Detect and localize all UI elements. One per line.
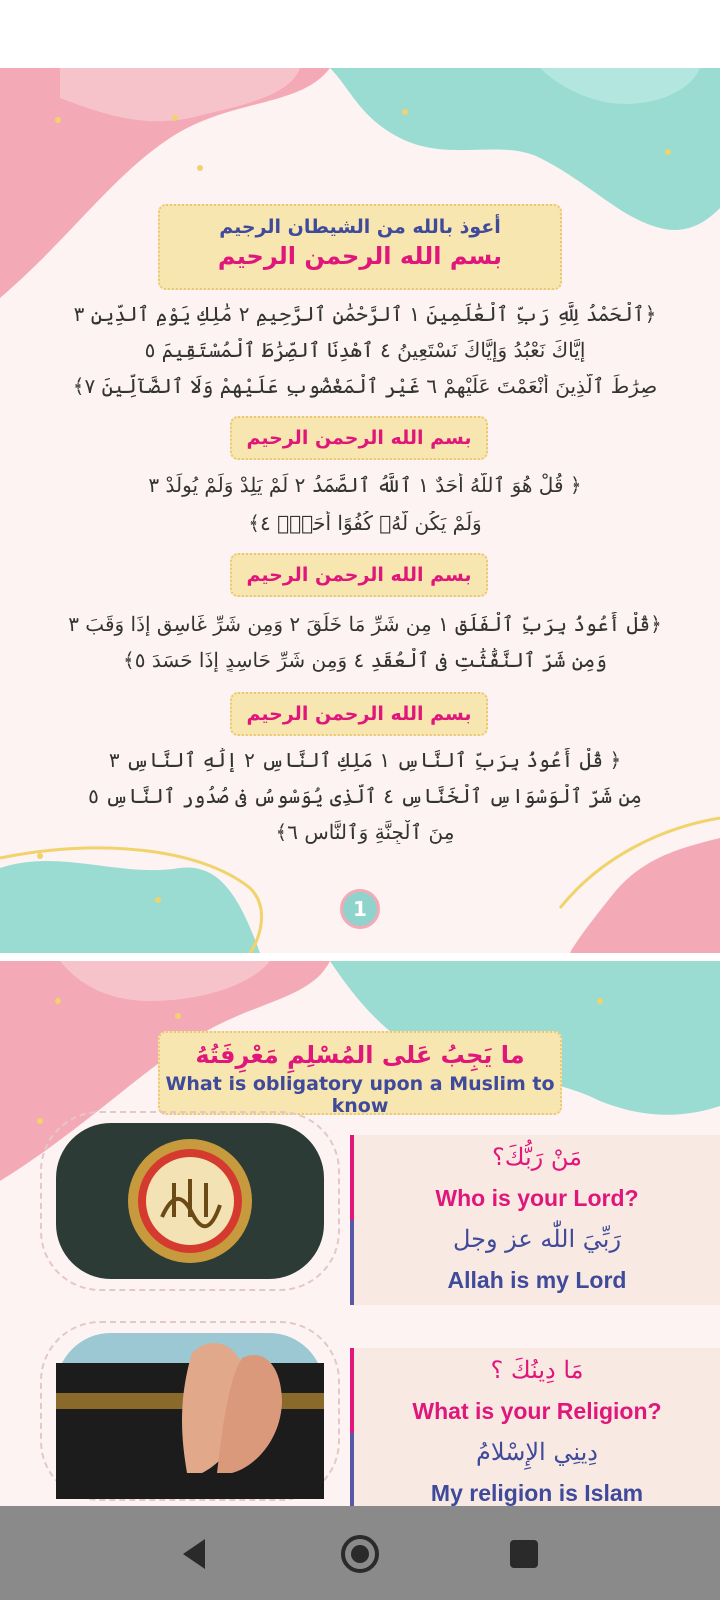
nas-line-2: مِن شَرِّ ٱلْوَسْوَاسِ ٱلْخَنَّاسِ ٤ ٱلَّذِى يُوَسْوِسُ فِى صُدُورِ ٱلنَّاسِ ٥ [88,784,642,808]
qa-card-religion [350,1348,720,1506]
answer-lord-en: Allah is my Lord [447,1267,627,1293]
isti-adha-text: أعوذ بالله من الشيطان الرجيم [219,216,501,238]
recents-button[interactable] [502,1532,546,1576]
praying-hands-icon [42,1323,338,1499]
header-banner [158,204,562,290]
nas-line-1: ﴿ قُلْ أَعُوذُ بِرَبِّ ٱلنَّاسِ ١ مَلِكِ ٱلنَّاسِ ٢ إِلَٰهِ ٱلنَّاسِ ٣ [108,748,622,772]
falaq-line-1: ﴿قُلْ أَعُوذُ بِرَبِّ ٱلْفَلَقِ ١ مِن شَرِّ مَا خَلَقَ ٢ وَمِن شَرِّ غَاسِقٍ إِذَا وَقَبَ ٣ [68,612,662,636]
home-button[interactable] [338,1532,382,1576]
page-number-badge: 1 [340,889,380,929]
question-lord-ar: مَنْ رَبُّكَ؟ [492,1143,582,1171]
answer-religion-en: My religion is Islam [430,1480,644,1506]
qa-card-lord [350,1135,720,1305]
calligraphy-medallion-icon [42,1113,338,1289]
answer-religion-ar: دِينِي الإِسْلامُ [476,1438,598,1466]
basmala-banner-falaq: بسم الله الرحمن الرحيم [230,553,488,597]
back-button[interactable] [172,1532,216,1576]
answer-lord-ar: رَبِّيَ اللّٰه عز وجل [452,1225,622,1253]
obligatory-title-en: What is obligatory upon a Muslim to know [165,1073,555,1117]
page-one [0,68,720,953]
falaq-line-2: وَمِن شَرِّ ٱلنَّفَّٰثَٰتِ فِى ٱلْعُقَدِ ٤ وَمِن شَرِّ حَاسِدٍ إِذَا حَسَدَ ٥﴾ [123,648,607,672]
page2-header-banner [158,1031,562,1115]
fatiha-line-2: إِيَّاكَ نَعْبُدُ وَإِيَّاكَ نَسْتَعِينُ ٤ ٱهْدِنَا ٱلصِّرَٰطَ ٱلْمُسْتَقِيمَ ٥ [144,338,586,362]
basmala-banner-ikhlas: بسم الله الرحمن الرحيم [230,416,488,460]
nas-line-3: مِنَ ٱلْجِنَّةِ وَٱلنَّاسِ ٦﴾ [275,820,455,844]
obligatory-title-ar: ما يَجِبُ عَلى المُسْلِمِ مَعْرِفَتُهُ [195,1041,525,1069]
status-bar [0,0,720,68]
basmala-heading: بسم الله الرحمن الرحيم [217,242,503,270]
question-religion-en: What is your Religion? [412,1398,662,1424]
question-lord-en: Who is your Lord? [435,1185,639,1211]
basmala-banner-nas: بسم الله الرحمن الرحيم [230,692,488,736]
page-two [0,961,720,1506]
fatiha-line-1: ﴿ٱلْحَمْدُ لِلَّهِ رَبِّ ٱلْعَٰلَمِينَ ١ ٱلرَّحْمَٰنِ ٱلرَّحِيمِ ٢ مَٰلِكِ يَوْمِ ٱلدِّينِ ٣ [73,302,657,326]
kaaba-hands-image [40,1321,340,1501]
back-triangle-icon [179,1537,209,1571]
recents-square-icon [509,1539,539,1569]
system-navigation-bar [0,1506,720,1600]
fatiha-line-3: صِرَٰطَ ٱلَّذِينَ أَنْعَمْتَ عَلَيْهِمْ ٦ غَيْرِ ٱلْمَغْضُوبِ عَلَيْهِمْ وَلَا ٱلضَّآلِّينَ ٧﴾ [72,374,658,398]
question-religion-ar: مَا دِينُكَ ؟ [490,1356,584,1384]
allah-calligraphy-image [40,1111,340,1291]
ikhlas-line-2: وَلَمْ يَكُن لَّهُۥ كُفُوًا أَحَدٌۢ ٤﴾ [248,511,482,535]
home-circle-icon [340,1534,380,1574]
ikhlas-line-1: ﴿ قُلْ هُوَ ٱللَّهُ أَحَدٌ ١ ٱللَّهُ ٱلصَّمَدُ ٢ لَمْ يَلِدْ وَلَمْ يُولَدْ ٣ [148,473,582,497]
